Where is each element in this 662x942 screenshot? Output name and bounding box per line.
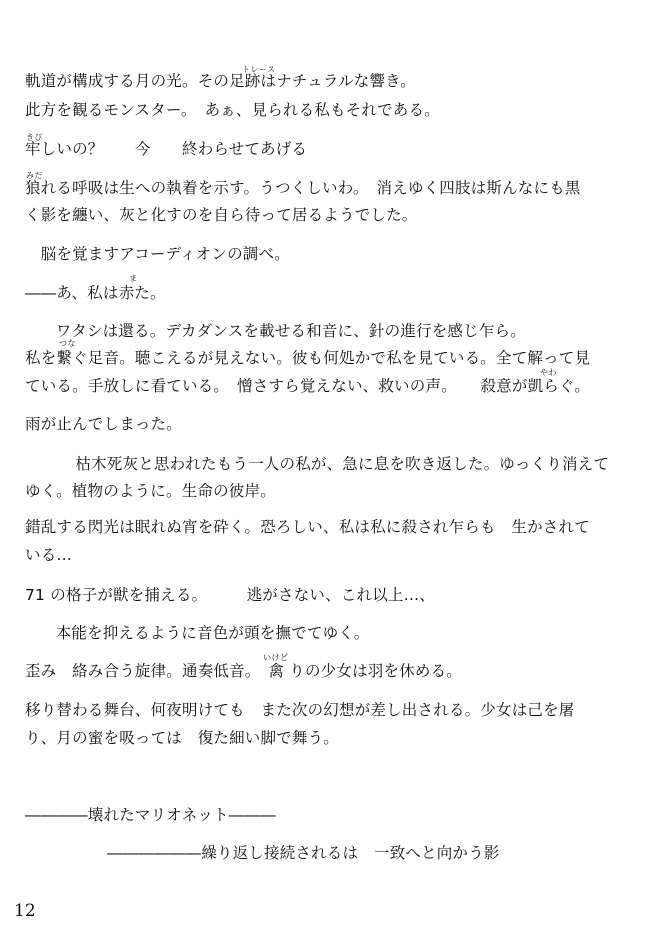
ruby-trace: トレース — [242, 65, 276, 74]
ruby-tsuna: つな — [59, 339, 76, 348]
text-line: 移り替わる舞台、何夜明けても また次の幻想が差し出される。少女は己を屠 — [25, 701, 575, 719]
ruby-ma: ま — [129, 274, 138, 283]
text-line: 牢しいの？ 今 終わらせてあげる — [25, 140, 308, 158]
text-line: 錯乱する閃光は眠れぬ宵を砕く。恐ろしい、私は私に殺され乍らも 生かされて — [25, 518, 590, 536]
text-line: ワタシは還る。デカダンスを載せる和音に、針の進行を感じ乍ら。 — [40, 322, 526, 340]
text-line: いる… — [25, 546, 73, 564]
text-line: ――あ、私は赤た。 — [25, 284, 166, 302]
text-line: 此方を観るモンスター。 あぁ、見られる私もそれである。 — [25, 101, 440, 119]
ruby-ikedo: いけど — [263, 653, 289, 662]
text-line: 71 の格子が獣を捕える。 逃がさない、これ以上…、 — [25, 586, 436, 604]
ruby-mida: みだ — [26, 171, 43, 180]
text-line: 雨が止んでしまった。 — [25, 415, 183, 433]
text-line: 狼れる呼吸は生への執着を示す。うつくしいわ。 消えゆく四肢は斯んなにも黒 — [25, 179, 581, 197]
text-line: ――――――繰り返し接続されるは 一致へと向かう影 — [107, 844, 500, 862]
ruby-kibi: きび — [26, 133, 43, 142]
text-line: 脳を覚ますアコーディオンの調べ。 — [25, 245, 290, 263]
text-line: り、月の蜜を吸っては 復た細い脚で舞う。 — [25, 729, 340, 747]
ruby-yawa: やわ — [540, 368, 557, 377]
text-line: 枯木死灰と思われたもう一人の私が、急に息を吹き返した。ゆっくり消えて — [44, 455, 610, 473]
text-line: ゆく。植物のように。生命の彼岸。 — [25, 482, 276, 500]
text-line: ている。手放しに看ている。 憎さすら覚えない、救いの声。 殺意が凱らぐ。 — [25, 377, 591, 395]
text-line: ――――壊れたマリオネット――― — [25, 806, 276, 824]
text-line: 私を繋ぐ足音。聴こえるが見えない。彼も何処かで私を見ている。全て解って見 — [25, 349, 591, 367]
text-line: 歪み 絡み合う旋律。通奏低音。 禽 りの少女は羽を休める。 — [25, 662, 462, 680]
text-line: 本能を抑えるように音色が頭を撫でてゆく。 — [40, 624, 370, 642]
page-number: 12 — [14, 901, 36, 921]
text-line: く影を纏い、灰と化すのを自ら待って居るようでした。 — [25, 206, 418, 224]
text-line: 軌道が構成する月の光。その足跡はナチュラルな響き。 — [25, 72, 416, 90]
